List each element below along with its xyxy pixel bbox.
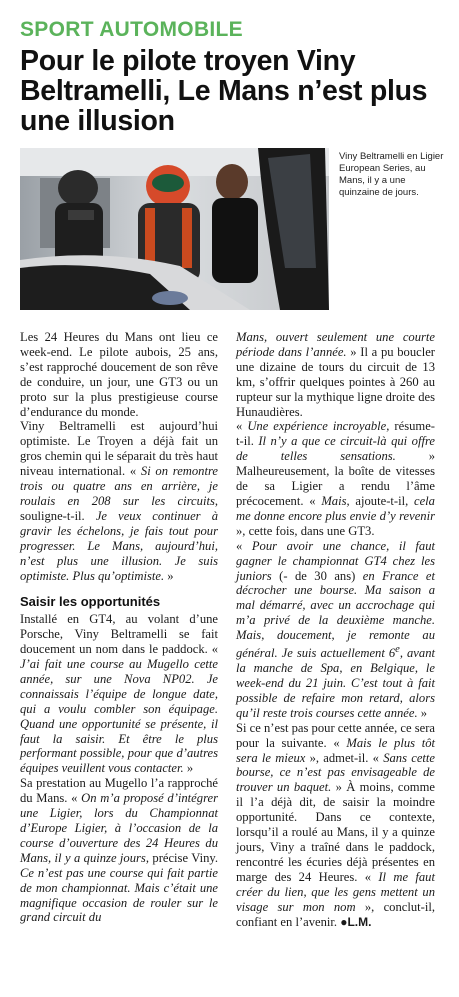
paragraph: Viny Beltramelli est aujourd’hui optimiste. Le Troyen a déjà fait un gros chemin qui le séparait du très haut niveau international. « Si on remontre trois ou quatre ans en arrière, je roulais en 208 sur les circuits, souligne-t-il. Je veux continuer à gravir les échelons, je fais tout pour progresser. Le Mans, aujourd’hui, n’est plus une illusion. Je suis optimiste. Plus qu’optimiste. » [20, 419, 218, 583]
paragraph-intro: Les 24 Heures du Mans ont lieu ce week-end. Le pilote aubois, 25 ans, s’est rapproché doucement de son rêve de conduire, un jour, une GT3 ou un proto sur la plus prestigieuse course d’endurance du monde. [20, 330, 218, 419]
article-column-2 [236, 330, 435, 929]
section-rubric: SPORT AUTOMOBILE [20, 18, 243, 41]
paragraph: Si ce n’est pas pour cette année, ce sera pour la suivante. « Mais le plus tôt sera le mieux », admet-il. « Sans cette bourse, ce n’est pas envisageable de trouver un baquet. » À moins, comme il l’a déjà dit, de saisir la moindre opportunité. Dans ce contexte, lorsqu’il a roulé au Mans, il y a quinze jours, Viny a traîné dans le paddock, rencontré les écuries déjà présentes en marge des 24 Heures. « Il me faut créer du lien, que les gens mettent un visage sur mon nom », conclut-il, confiant en l’avenir. ●L.M. [236, 720, 435, 929]
author-signature: ●L.M. [340, 914, 372, 929]
subheading: Saisir les opportunités [20, 594, 161, 610]
article-headline: Pour le pilote troyen Viny Beltramelli, Le Mans n’est plus une illusion [20, 45, 428, 137]
photo-caption: Viny Beltramelli en Ligier European Series, au Mans, il y a une quinzaine de jours. [339, 151, 444, 198]
paragraph: « Pour avoir une chance, il faut gagner le championnat GT4 chez les juniors (- de 30 ans) en France et décrocher une bourse. Ma saison a mal démarré, avec un accrochage qui m’a privé de la deuxième manche. Mais, doucement, je remonte au général. Je suis actuellement 6e, avant la manche de Spa, en Belgique, le week-end du 21 juin. C’est tout à fait possible de refaire mon retard, alors qu’il reste trois courses cette année. » [236, 538, 436, 720]
paragraph: « Une expérience incroyable, résume-t-il. Il n’y a que ce circuit-là qui offre de telles sensations. » Malheureusement, la boîte de vitesses de sa Ligier a rendu l’âme précocement. « Mais, ajoute-t-il, cela me donne encore plus envie d’y revenir », cette fois, dans une GT3. [236, 419, 435, 538]
article-photo [20, 148, 329, 310]
paragraph: Sa prestation au Mugello l’a rapproché du Mans. « On m’a proposé d’intégrer une Ligier, lors du Championnat d’Europe Ligier, à l’occasion de la course d’ouverture des 24 Heures du Mans, il y a quinze jours, précise Viny. Ce n’est pas une course qui fait partie de mon championnat. Mais c’était une magnifique occasion de rouler sur le grand circuit du [20, 776, 218, 925]
race-photo-illustration [20, 148, 329, 310]
paragraph: Mans, ouvert seulement une courte période dans l’année. » Il a pu boucler une dizaine de tours du circuit de 13 km, s’offrir quelques pointes à 260 au rupteur sur la mythique ligne droite des Hunaudières. [236, 330, 435, 419]
article-column-1 [20, 330, 218, 925]
paragraph: Installé en GT4, au volant d’une Porsche, Viny Beltramelli se fait doucement un nom dans le paddock. « J’ai fait une course au Mugello cette année, sur une Nova NP02. Je connaissais l’équipe de longue date, qui a voulu combler son équipage. Quand une opportunité se présente, il faut la saisir. Et être le plus performant possible, pour que d’autres équipes veuillent vous contacter. » [20, 612, 218, 776]
